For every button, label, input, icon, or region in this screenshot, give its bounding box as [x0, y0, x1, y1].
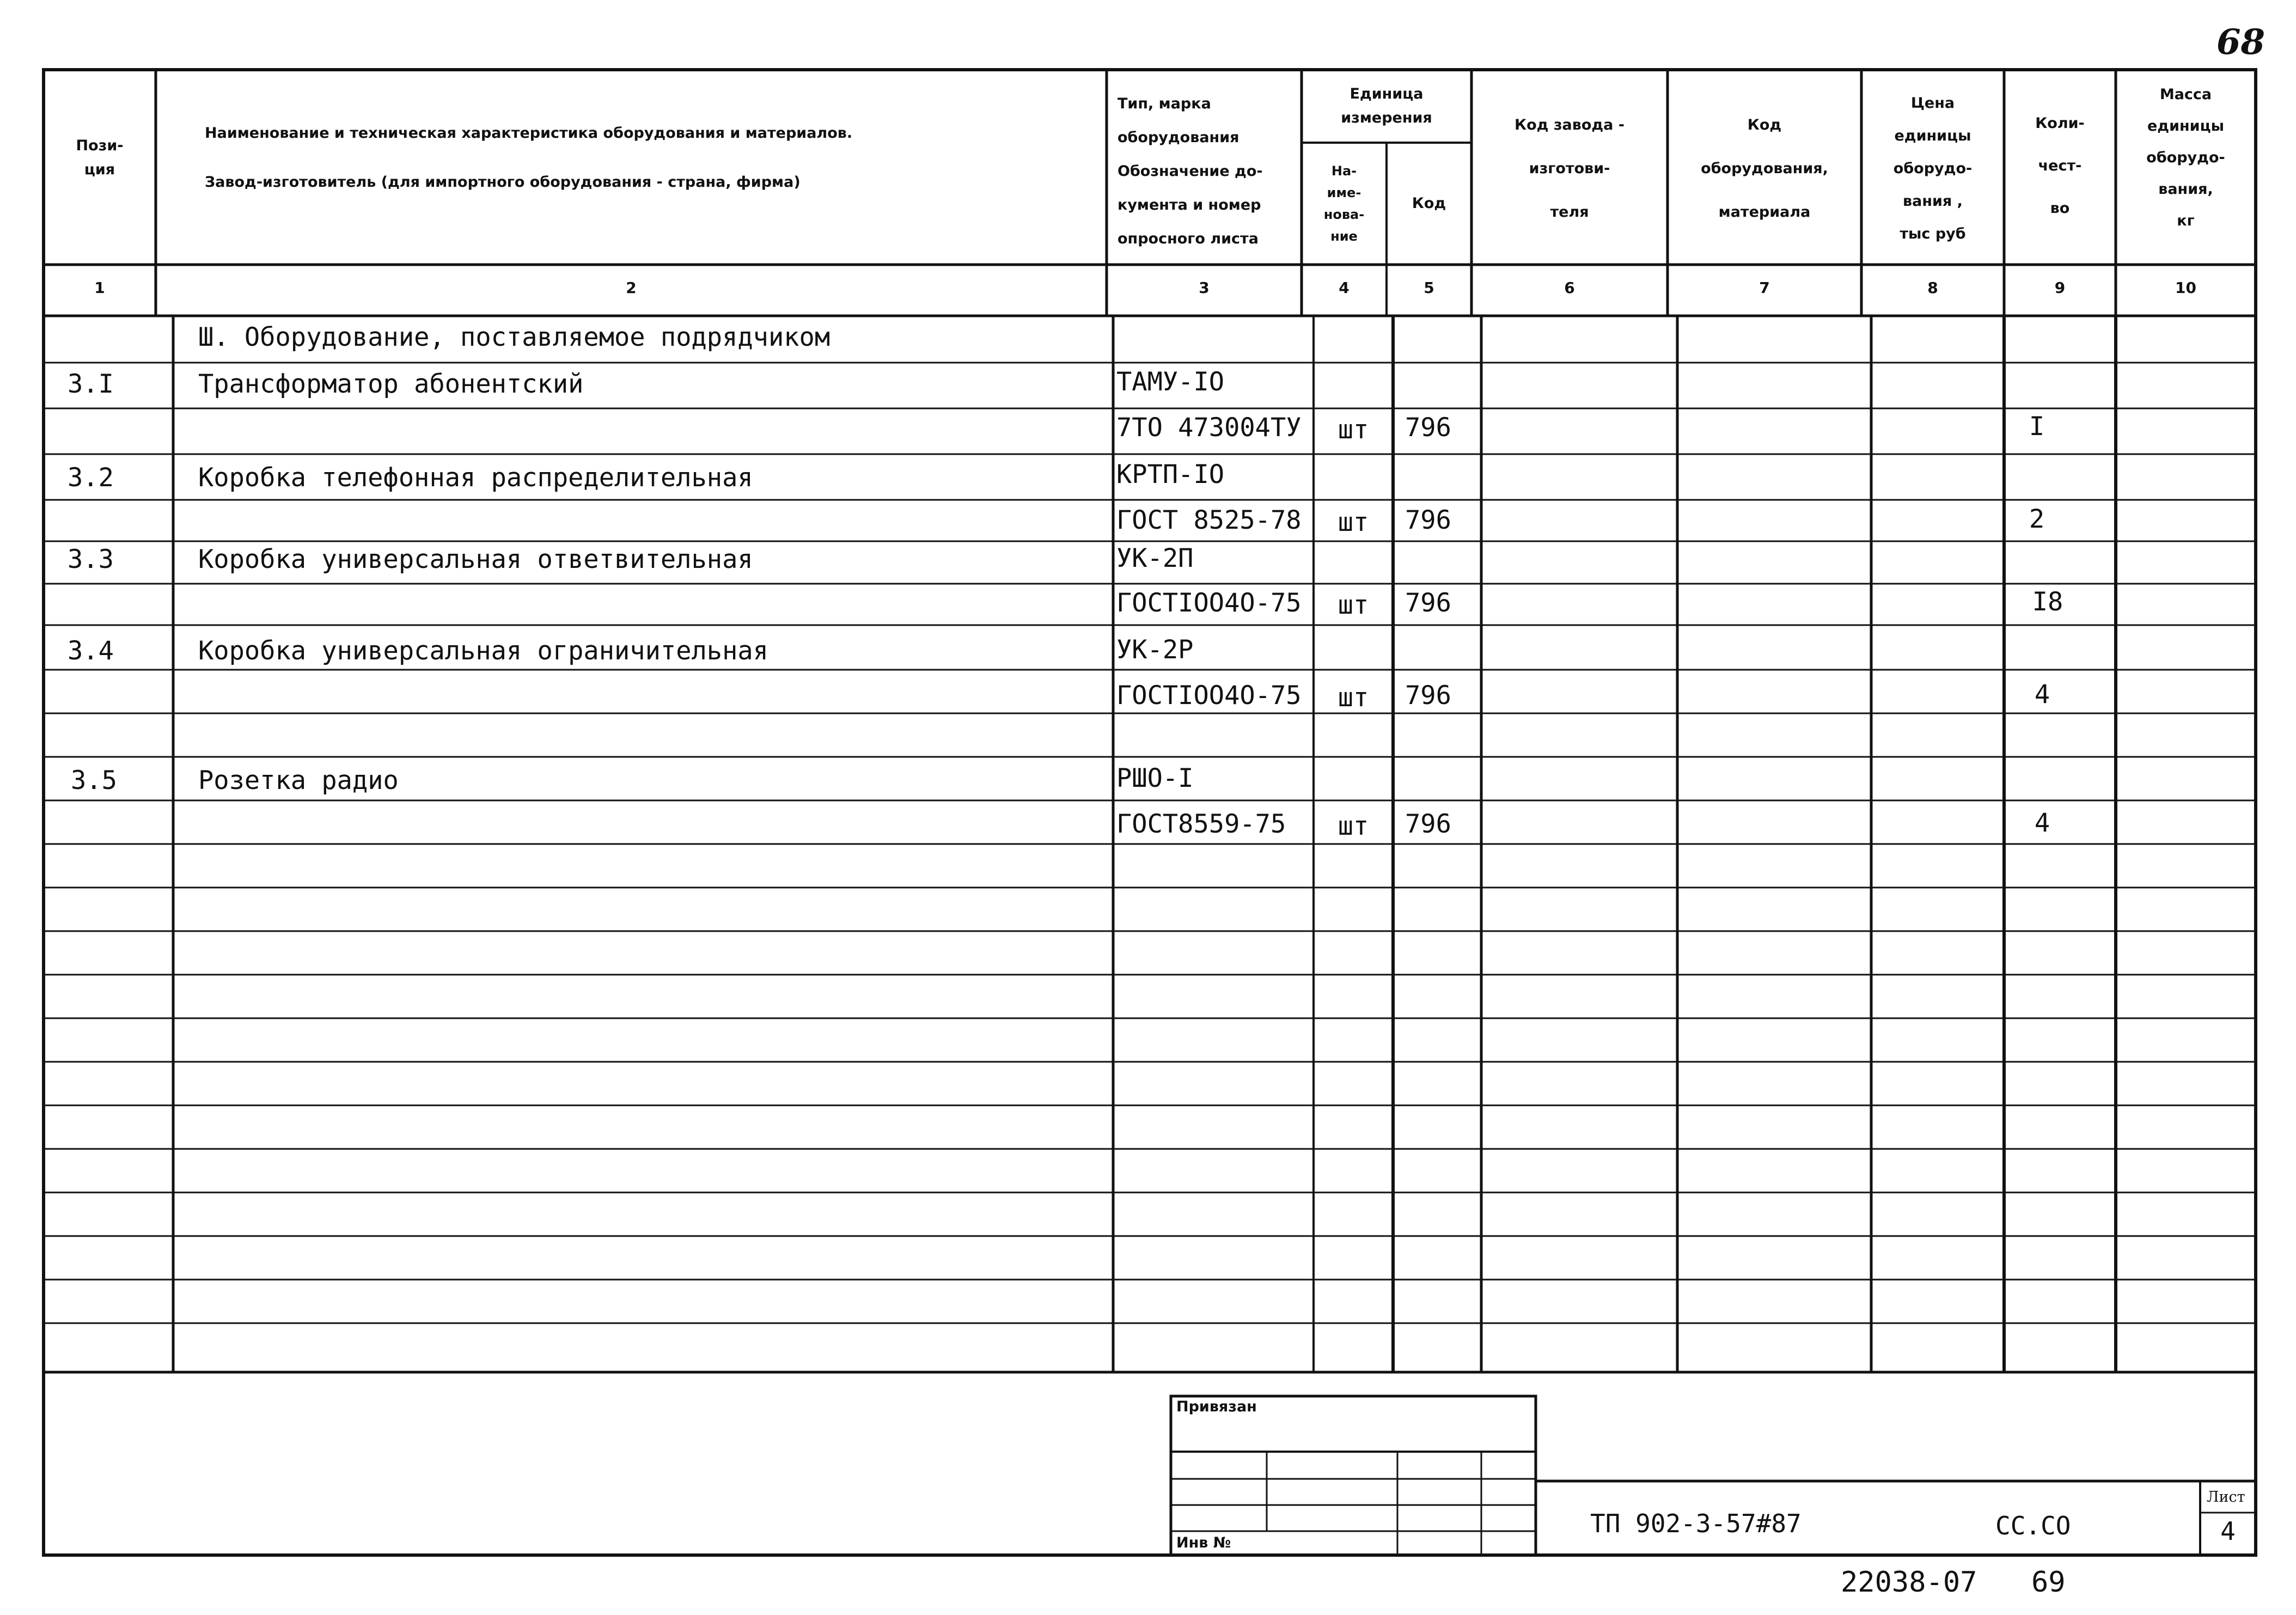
item-unit: шт — [1338, 415, 1369, 445]
item-name: Коробка универсальная ответвительная — [198, 545, 753, 574]
item-name: Коробка телефонная распределительная — [198, 463, 753, 493]
item-code: 796 — [1405, 505, 1451, 535]
header-factory-code: Код завода - изготови- теля — [1515, 117, 1625, 221]
stamp-inv-no: Инв № — [1176, 1534, 1231, 1551]
stamp-privyazan: Привязан — [1176, 1398, 1257, 1415]
item-doc: 7ТО 473004ТУ — [1116, 413, 1302, 443]
header-position: Пози- ция — [76, 137, 124, 178]
item-unit: шт — [1338, 811, 1369, 841]
sheet-code: СС.СО — [1995, 1511, 2071, 1540]
item-type: УК-2П — [1116, 543, 1194, 573]
col-number-8: 8 — [1927, 279, 1938, 297]
col-number-5: 5 — [1424, 279, 1434, 297]
page-number: 68 — [2216, 22, 2266, 63]
header-quantity: Коли- чест- во — [2035, 115, 2085, 217]
header-price: Цена единицы оборудо- вания , тыс руб — [1893, 95, 1973, 242]
item-position: 3.2 — [68, 463, 114, 493]
sheet-label: Лист — [2207, 1489, 2245, 1506]
col-number-3: 3 — [1199, 279, 1210, 297]
item-type: РШО-I — [1116, 763, 1194, 793]
item-qty: 2 — [2029, 504, 2045, 534]
item-code: 796 — [1405, 681, 1451, 711]
col-number-10: 10 — [2175, 279, 2196, 297]
footer-page: 69 — [2031, 1566, 2066, 1599]
item-unit: шт — [1338, 683, 1369, 713]
footer-number: 22038-07 — [1841, 1566, 1977, 1599]
sheet-number: 4 — [2220, 1516, 2236, 1546]
item-doc: ГОСТ8559-75 — [1116, 809, 1286, 839]
item-type: КРТП-IO — [1116, 460, 1225, 490]
doc-code: ТП 902-3-57#87 — [1590, 1509, 1802, 1538]
item-position: 3.5 — [71, 766, 117, 796]
item-code: 796 — [1405, 588, 1451, 618]
header-type: Тип, марка оборудования Обозначение до- кумента и номер опросного листа — [1118, 95, 1263, 247]
item-qty: I8 — [2032, 587, 2063, 617]
header-name: Наименование и техническая характеристика оборудования и материалов. Завод-изготовитель (для импортного оборудования - страна, фирма) — [205, 125, 853, 191]
col-number-1: 1 — [94, 279, 105, 297]
item-qty: I — [2029, 412, 2045, 442]
item-doc: ГОСТIOO4O-75 — [1116, 681, 1302, 711]
item-doc: ГОСТ 8525-78 — [1116, 505, 1302, 535]
col-number-4: 4 — [1339, 279, 1349, 297]
item-unit: шт — [1338, 590, 1369, 620]
item-name: Трансформатор абонентский — [198, 369, 584, 399]
header-unit-name: На- име- нова- ние — [1323, 163, 1365, 244]
item-name: Розетка радио — [198, 766, 399, 796]
item-doc: ГОСТIOO4O-75 — [1116, 588, 1302, 618]
header-unit-code: Код — [1412, 195, 1446, 212]
item-qty: 4 — [2034, 808, 2050, 838]
item-qty: 4 — [2034, 680, 2050, 709]
item-code: 796 — [1405, 413, 1451, 443]
col-number-6: 6 — [1564, 279, 1575, 297]
col-number-7: 7 — [1759, 279, 1770, 297]
item-unit: шт — [1338, 507, 1369, 537]
item-name: Коробка универсальная ограничительная — [198, 636, 768, 666]
col-number-2: 2 — [626, 279, 637, 297]
header-equipment-code: Код оборудования, материала — [1701, 117, 1828, 221]
item-code: 796 — [1405, 809, 1451, 839]
col-number-9: 9 — [2054, 279, 2066, 297]
item-type: УК-2Р — [1116, 635, 1194, 665]
item-position: 3.4 — [68, 636, 114, 666]
item-position: 3.3 — [68, 545, 114, 574]
section-title: Ш. Оборудование, поставляемое подрядчиком — [198, 322, 831, 352]
item-type: ТАМУ-IO — [1116, 367, 1225, 397]
item-position: 3.I — [68, 369, 114, 399]
header-unit-group: Единица измерения — [1341, 85, 1432, 126]
header-mass: Масса единицы оборудо- вания, кг — [2146, 86, 2225, 229]
